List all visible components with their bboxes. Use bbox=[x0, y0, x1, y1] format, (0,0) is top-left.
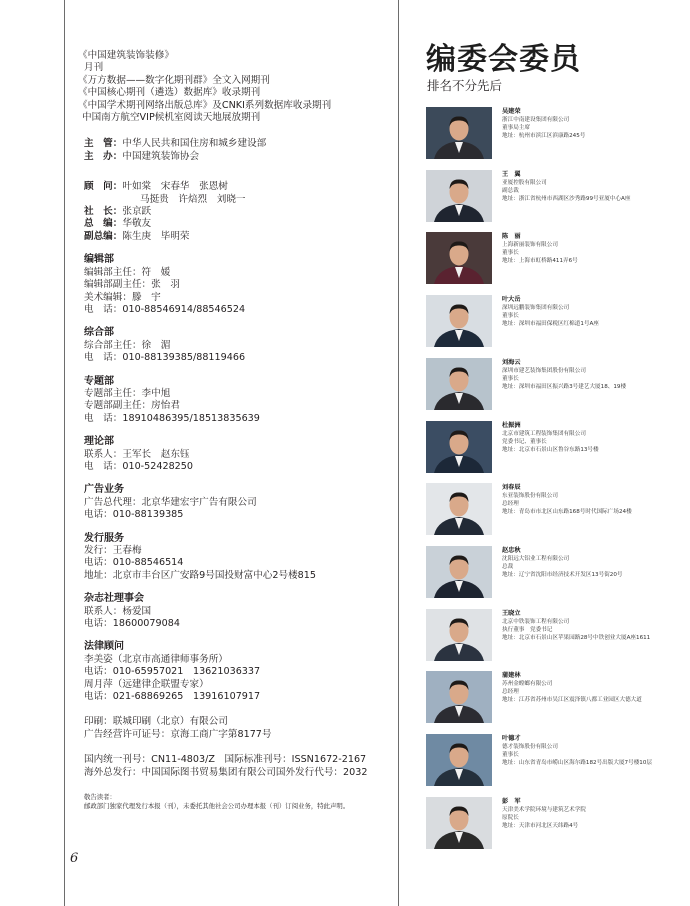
member-position: 总经理 bbox=[502, 689, 519, 696]
member-company: 上海新丽装饰有限公司 bbox=[502, 242, 558, 249]
section-line: 联系人：王军长 赵东钰 bbox=[84, 448, 190, 460]
serial-codes bbox=[84, 754, 390, 779]
reader-notice bbox=[84, 793, 390, 811]
member-name: 叶德才 bbox=[502, 735, 521, 742]
leadership-key: 总 编： bbox=[84, 218, 123, 230]
leadership-value: 陈生庚 毕明荣 bbox=[122, 230, 190, 242]
committee-member bbox=[426, 546, 676, 602]
member-company: 沈阳远大铝业工程有限公司 bbox=[502, 555, 570, 562]
leadership-row bbox=[84, 218, 390, 230]
committee-title: 编委会委员 bbox=[426, 42, 581, 77]
committee-member bbox=[426, 170, 676, 226]
section-line: 李美姿（北京市高通律师事务所） bbox=[84, 653, 228, 665]
leadership-value: 马挺贵 许焙烈 刘晓一 bbox=[140, 193, 246, 205]
member-address: 地址：辽宁省沈阳市经济技术开发区13号街20号 bbox=[502, 571, 623, 578]
section-line: 电话：010-88139385 bbox=[84, 509, 184, 521]
leadership-row bbox=[84, 231, 390, 243]
sponsor-block bbox=[84, 138, 390, 163]
member-info bbox=[502, 359, 678, 391]
member-position: 党委书记、董事长 bbox=[502, 438, 547, 445]
committee-member bbox=[426, 609, 676, 665]
leadership-value: 华敬友 bbox=[122, 218, 152, 230]
member-address: 地址：青岛市市北区山东路168号时代国际广场24楼 bbox=[502, 509, 632, 516]
indexing-line: 《万方数据——数字化期刊群》全文入网期刊 bbox=[78, 74, 270, 86]
column-divider-rule bbox=[398, 0, 399, 906]
member-info bbox=[502, 672, 678, 704]
member-info bbox=[502, 610, 678, 642]
member-position: 总经理 bbox=[502, 501, 519, 508]
member-portrait bbox=[426, 734, 492, 786]
member-position: 董事局主席 bbox=[502, 125, 530, 131]
member-address: 地址：浙江省杭州市西湖区沙秀路99号亚厦中心A座 bbox=[502, 195, 631, 202]
theory-section bbox=[84, 436, 390, 473]
member-info bbox=[502, 233, 678, 265]
section-title: 广告业务 bbox=[84, 484, 124, 496]
sponsor-value: 中华人民共和国住房和城乡建设部 bbox=[122, 138, 267, 150]
section-title: 专题部 bbox=[84, 375, 114, 387]
editorial-section bbox=[84, 254, 390, 316]
member-portrait bbox=[426, 358, 492, 410]
indexing-line: 中国南方航空VIP候机室阅读天地展放期刊 bbox=[82, 112, 261, 124]
advertising-section bbox=[84, 484, 390, 521]
section-line: 编辑部副主任：张 羽 bbox=[84, 279, 180, 291]
notice-text: 邮政部门独家代理发行本报（刊），未委托其他社会公司办理本报（刊）订阅业务，特此声明。 bbox=[84, 802, 350, 811]
leadership-key: 副总编： bbox=[84, 230, 123, 242]
member-name: 蒲建林 bbox=[502, 672, 521, 680]
section-line: 编辑部主任：符 媛 bbox=[84, 266, 171, 278]
sponsor-row bbox=[84, 151, 390, 163]
member-name: 刘春辰 bbox=[502, 484, 521, 492]
leadership-row bbox=[84, 181, 390, 193]
sponsor-key: 主 管： bbox=[84, 138, 123, 150]
section-line: 地址：北京市丰台区广安路9号国投财富中心2号楼815 bbox=[84, 569, 316, 581]
member-address: 地址：天津市河北区天纬路4号 bbox=[502, 822, 579, 829]
section-line: 电 话：010-52428250 bbox=[84, 460, 193, 472]
section-title: 理论部 bbox=[84, 436, 114, 448]
member-company: 北京市建筑工程装饰集团有限公司 bbox=[502, 430, 586, 437]
member-company: 德才装饰股份有限公司 bbox=[502, 744, 558, 750]
member-portrait bbox=[426, 232, 492, 284]
member-name: 叶大岳 bbox=[502, 296, 521, 304]
indexing-line: 《中国核心期刊（遴选）数据库》收录期刊 bbox=[78, 87, 261, 99]
ad-license-line: 广告经营许可证号：京海工商广字第8177号 bbox=[84, 728, 272, 740]
feature-section bbox=[84, 376, 390, 426]
member-portrait bbox=[426, 483, 492, 535]
committee-member bbox=[426, 107, 676, 163]
publication-info bbox=[78, 50, 384, 124]
serial-number-line: 国内统一刊号：CN11-4803/Z 国际标准刊号：ISSN1672-2167 bbox=[84, 754, 367, 766]
committee-member bbox=[426, 358, 676, 414]
member-portrait bbox=[426, 170, 492, 222]
committee-subtitle: 排名不分先后 bbox=[427, 78, 503, 93]
member-info bbox=[502, 798, 678, 830]
member-address: 地址：杭州市滨江区滨康路245号 bbox=[502, 133, 586, 139]
leadership-key: 顾 问： bbox=[84, 181, 123, 193]
member-name: 杜振洲 bbox=[502, 421, 521, 429]
member-company: 北京中铁装饰工程有限公司 bbox=[502, 618, 570, 625]
member-position: 董事长 bbox=[502, 250, 519, 257]
printer-line: 印刷：联城印刷（北京）有限公司 bbox=[84, 716, 228, 728]
section-line: 广告总代理：北京华建宏宇广告有限公司 bbox=[84, 496, 257, 508]
member-company: 东亚装饰股份有限公司 bbox=[502, 493, 558, 500]
section-line: 发行：王春梅 bbox=[84, 545, 142, 556]
member-name: 陈 丽 bbox=[502, 233, 521, 241]
committee-member bbox=[426, 671, 676, 727]
sponsor-row bbox=[84, 138, 390, 150]
member-name: 吴建荣 bbox=[502, 108, 521, 115]
committee-member bbox=[426, 797, 676, 853]
section-title: 编辑部 bbox=[84, 254, 114, 266]
member-info bbox=[502, 171, 678, 203]
section-line: 电 话：010-88139385/88119466 bbox=[84, 352, 246, 364]
member-portrait bbox=[426, 671, 492, 723]
member-name: 刘海云 bbox=[502, 358, 521, 366]
publication-frequency: 月刊 bbox=[84, 62, 104, 74]
section-line: 电话：021-68869265 13916107917 bbox=[84, 691, 261, 703]
member-position: 总裁 bbox=[502, 563, 514, 570]
member-address: 地址：山东省青岛市崂山区海尔路182号出版大厦7号楼10层 bbox=[502, 760, 653, 766]
print-info bbox=[84, 716, 390, 741]
member-name: 彭 军 bbox=[502, 797, 521, 805]
member-position: 董事长 bbox=[502, 313, 519, 320]
leadership-value: 张京跃 bbox=[122, 206, 152, 218]
general-section bbox=[84, 327, 390, 364]
member-company: 深圳市建艺装饰集团股份有限公司 bbox=[502, 367, 586, 374]
section-line: 美术编辑：滕 宇 bbox=[84, 291, 161, 303]
section-title: 综合部 bbox=[84, 327, 114, 339]
section-line: 周月萍（远建律企联盟专家） bbox=[84, 678, 209, 690]
member-address: 地址：深圳市福田保税区红棉道1号A座 bbox=[502, 321, 599, 328]
left-margin-rule bbox=[64, 0, 65, 906]
member-company: 浙江中南建设集团有限公司 bbox=[502, 117, 570, 123]
committee-member bbox=[426, 734, 676, 790]
member-company: 天津美术学院环境与建筑艺术学院 bbox=[502, 806, 586, 813]
committee-member bbox=[426, 421, 676, 477]
member-position: 执行董事 党委书记 bbox=[502, 626, 553, 633]
member-name: 王 翼 bbox=[502, 170, 521, 178]
council-section bbox=[84, 593, 390, 630]
masthead-column bbox=[78, 50, 390, 811]
member-portrait bbox=[426, 107, 492, 159]
section-line: 电话：18600079084 bbox=[84, 618, 180, 630]
member-info bbox=[502, 422, 678, 454]
member-address: 地址：深圳市福田区振兴路3号建艺大厦18、19楼 bbox=[502, 383, 627, 390]
member-company: 深圳远鹏装饰集团有限公司 bbox=[502, 305, 570, 312]
sponsor-key: 主 办： bbox=[84, 150, 123, 162]
section-line: 电话：010-65957021 13621036337 bbox=[84, 666, 261, 678]
member-position: 董事长 bbox=[502, 752, 519, 758]
member-address: 地址：江苏省苏州市吴江区震泽镇八都工业园区大德大道 bbox=[502, 697, 642, 704]
member-info bbox=[502, 484, 678, 516]
overseas-distribution-line: 海外总发行：中国国际图书贸易集团有限公司国外发行代号：2032 bbox=[84, 766, 368, 778]
section-title: 法律顾问 bbox=[84, 641, 124, 653]
member-name: 赵忠秋 bbox=[502, 546, 521, 554]
sponsor-value: 中国建筑装饰协会 bbox=[122, 150, 200, 162]
member-info bbox=[502, 547, 678, 579]
publication-name: 《中国建筑装饰装修》 bbox=[78, 50, 174, 61]
section-line: 专题部副主任：房怡君 bbox=[84, 400, 180, 412]
department-sections bbox=[84, 254, 390, 703]
member-portrait bbox=[426, 295, 492, 347]
section-line: 电 话：18910486395/18513835639 bbox=[84, 412, 260, 424]
section-line: 电话：010-88546514 bbox=[84, 557, 184, 569]
member-portrait bbox=[426, 797, 492, 849]
section-title: 杂志社理事会 bbox=[84, 593, 144, 605]
member-portrait bbox=[426, 546, 492, 598]
indexing-line: 《中国学术期刊网络出版总库》及CNKI系列数据库收录期刊 bbox=[78, 99, 332, 111]
section-line: 综合部主任：徐 湄 bbox=[84, 339, 171, 351]
member-portrait bbox=[426, 609, 492, 661]
leadership-key: 社 长： bbox=[84, 206, 123, 218]
leadership-row bbox=[84, 194, 390, 206]
member-info bbox=[502, 735, 678, 767]
leadership-value: 叶如棠 宋春华 张恩树 bbox=[122, 181, 228, 193]
member-info bbox=[502, 296, 678, 328]
member-address: 地址：北京市石景山区鲁谷东路13号楼 bbox=[502, 446, 599, 453]
member-address: 地址：上海市虹桥路411弄6号 bbox=[502, 258, 578, 265]
member-portrait bbox=[426, 421, 492, 473]
distribution-section bbox=[84, 533, 390, 583]
member-position: 董事长 bbox=[502, 375, 519, 382]
legal-section bbox=[84, 641, 390, 703]
member-position: 副总裁 bbox=[502, 187, 519, 194]
committee-member bbox=[426, 483, 676, 539]
page-number: 6 bbox=[70, 851, 79, 866]
leadership-block bbox=[84, 181, 390, 243]
member-name: 王晓立 bbox=[502, 609, 521, 617]
section-line: 电 话：010-88546914/88546524 bbox=[84, 303, 246, 315]
member-company: 苏州金螳螂有限公司 bbox=[502, 681, 553, 688]
section-title: 发行服务 bbox=[84, 532, 124, 544]
committee-member bbox=[426, 232, 676, 288]
notice-title: 敬告读者： bbox=[84, 793, 116, 802]
member-position: 原院长 bbox=[502, 814, 519, 821]
committee-member bbox=[426, 295, 676, 351]
leadership-row bbox=[84, 206, 390, 218]
member-address: 地址：北京市石景山区苹果园路28号中铁创业大厦A座1611 bbox=[502, 634, 651, 641]
member-info bbox=[502, 108, 678, 140]
member-company: 亚厦控股有限公司 bbox=[502, 179, 547, 186]
section-line: 专题部主任：李中旭 bbox=[84, 387, 171, 399]
section-line: 联系人：杨爱国 bbox=[84, 605, 152, 617]
